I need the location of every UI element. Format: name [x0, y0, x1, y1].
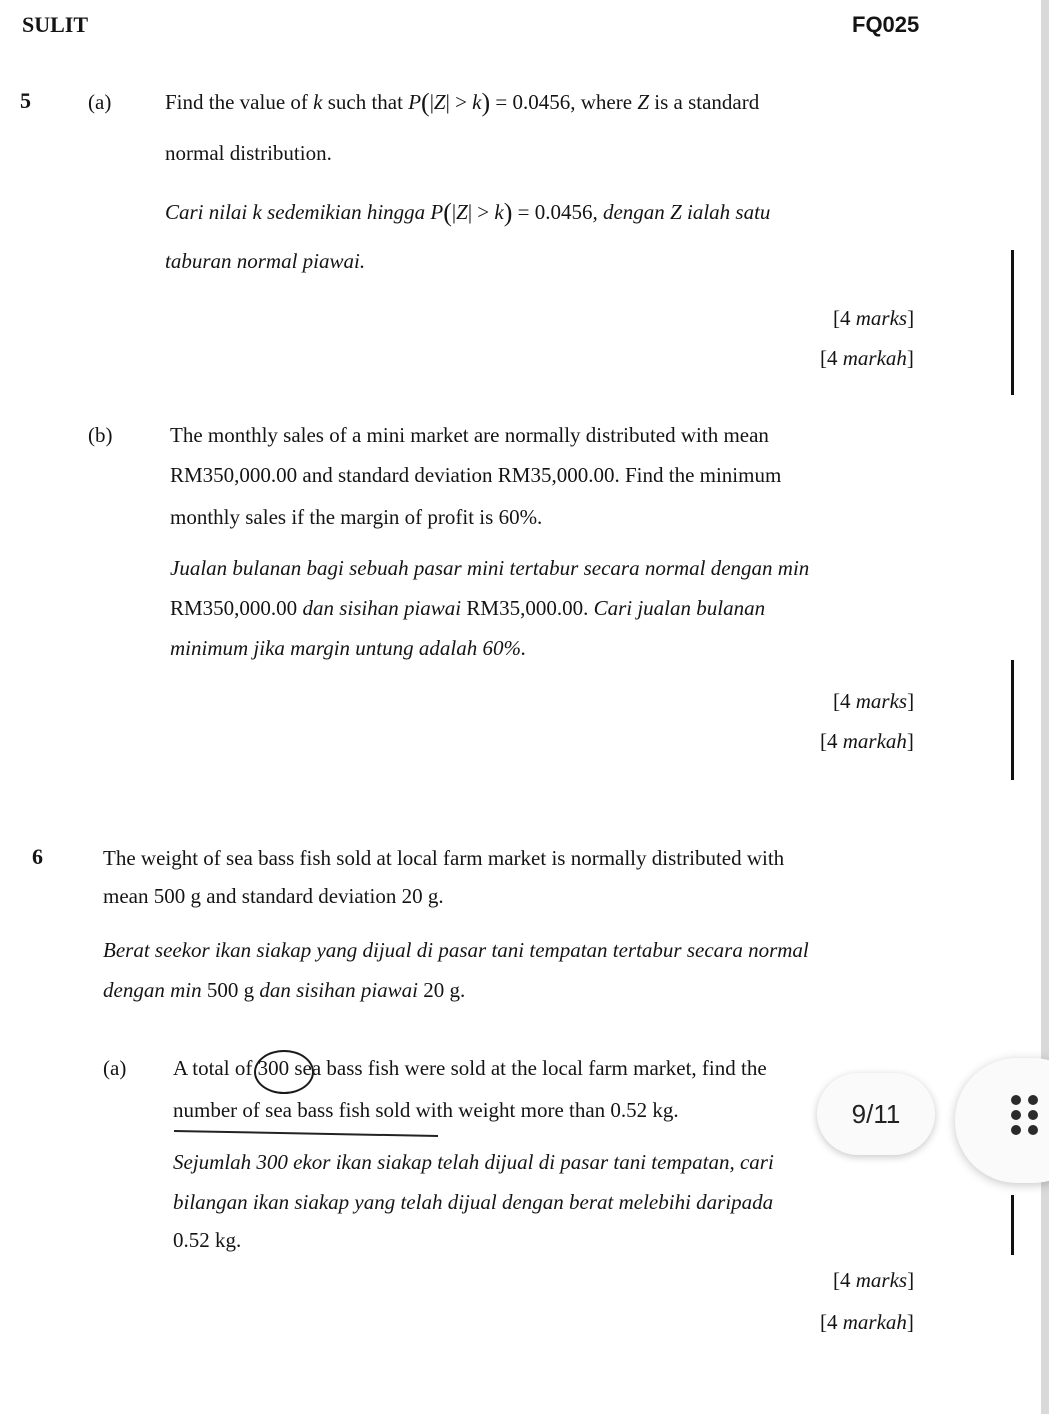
page-indicator[interactable]: 9/11 — [817, 1073, 935, 1155]
question-6-number: 6 — [32, 844, 43, 869]
q6a-marks-en: [4 marks] — [833, 1268, 915, 1292]
q5a-english-line2: normal distribution. — [165, 141, 332, 165]
handwritten-circle-mark — [254, 1050, 314, 1094]
more-dots-icon — [1008, 1095, 1042, 1135]
scan-edge-line — [1011, 1195, 1014, 1255]
q6-malay-line2: dengan min 500 g dan sisihan piawai 20 g. — [103, 978, 466, 1002]
header-sulit: SULIT — [22, 12, 89, 37]
q6-malay-line1: Berat seekor ikan siakap yang dijual di pasar tani tempatan tertabur secara normal — [103, 938, 809, 962]
q5b-english-line2: RM350,000.00 and standard deviation RM35,000.00. Find the minimum — [170, 463, 782, 487]
more-options-button[interactable] — [955, 1058, 1049, 1183]
q5b-english-line1: The monthly sales of a mini market are normally distributed with mean — [170, 423, 769, 447]
q5b-label: (b) — [88, 423, 113, 447]
header-course-code: FQ025 — [852, 12, 920, 37]
q5b-malay-line2: RM350,000.00 dan sisihan piawai RM35,000.00. Cari jualan bulanan — [170, 596, 766, 620]
question-5-number: 5 — [20, 88, 31, 113]
q5b-english-line3: monthly sales if the margin of profit is 60%. — [170, 505, 543, 529]
q6-english-line1: The weight of sea bass fish sold at local farm market is normally distributed with — [103, 846, 785, 870]
q6a-english-line1: A total of 300 sea bass fish were sold at the local farm market, find the — [173, 1056, 767, 1080]
q5b-marks-ms: [4 markah] — [820, 729, 914, 753]
q6a-marks-ms: [4 markah] — [820, 1310, 914, 1334]
scan-edge-line — [1011, 660, 1014, 780]
handwritten-underline-mark — [172, 1128, 440, 1138]
scan-edge-shadow — [1041, 0, 1049, 1414]
q6a-malay-line3: 0.52 kg. — [173, 1228, 242, 1252]
q5a-label: (a) — [88, 90, 112, 114]
q5a-marks-ms: [4 markah] — [820, 346, 914, 370]
q6a-label: (a) — [103, 1056, 127, 1080]
q5b-marks-en: [4 marks] — [833, 689, 915, 713]
q5b-malay-line3: minimum jika margin untung adalah 60%. — [170, 636, 527, 660]
q5a-english-line1: Find the value of k such that P(|Z| > k) = 0.0456, where Z is a standard — [165, 88, 760, 117]
scan-edge-line — [1011, 250, 1014, 395]
q6-english-line2: mean 500 g and standard deviation 20 g. — [103, 884, 444, 908]
q5a-malay-line1: Cari nilai k sedemikian hingga P(|Z| > k) = 0.0456, dengan Z ialah satu — [165, 198, 771, 227]
q5a-malay-line2: taburan normal piawai. — [165, 249, 366, 273]
q6a-malay-line2: bilangan ikan siakap yang telah dijual dengan berat melebihi daripada — [173, 1190, 774, 1214]
q6a-english-line2: number of sea bass fish sold with weight more than 0.52 kg. — [173, 1098, 679, 1122]
q5b-malay-line1: Jualan bulanan bagi sebuah pasar mini tertabur secara normal dengan min — [170, 556, 810, 580]
q6a-malay-line1: Sejumlah 300 ekor ikan siakap telah dijual di pasar tani tempatan, cari — [173, 1150, 774, 1174]
q5a-marks-en: [4 marks] — [833, 306, 915, 330]
